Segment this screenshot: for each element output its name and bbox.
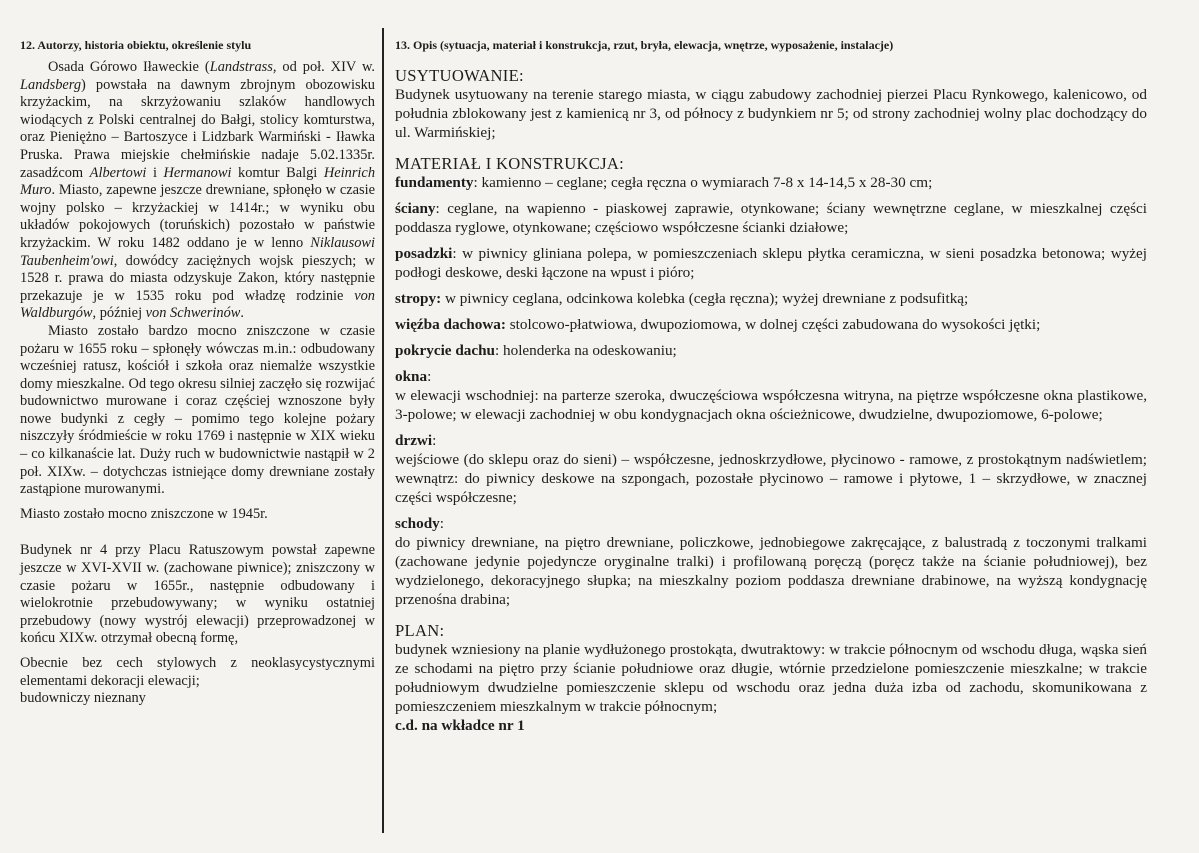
continuation-note: c.d. na wkładce nr 1: [395, 717, 525, 734]
right-section-header: 13. Opis (sytuacja, materiał i konstrukcja, rzut, bryła, elewacja, wnętrze, wyposażenie, instalacje): [395, 38, 894, 52]
material-heading: MATERIAŁ I KONSTRUKCJA:: [395, 154, 625, 173]
okna-label: okna:: [395, 368, 432, 385]
left-section-header: 12. Autorzy, historia obiektu, określenie stylu: [20, 38, 252, 52]
history-paragraph-4: Budynek nr 4 przy Placu Ratuszowym powstał zapewne jeszcze w XVI-XVII w. (zachowane piwnice); zniszczony w czasie pożaru w 1655r., następnie odbudowany i wielokrotnie przebudowywany; w wyniku ostatniej przebudowy (nowy wystrój elewacji) przeprowadzonej w końcu XIXw. otrzymał obecną formę,: [20, 542, 375, 647]
builder-paragraph: budowniczy nieznany: [20, 690, 146, 707]
usytuowanie-heading: USYTUOWANIE:: [395, 66, 524, 85]
drzwi-text: wejściowe (do sklepu oraz do sieni) – współczesne, jednoskrzydłowe, płycinowo - ramowe, z prostokątnym nadświetlem; wewnątrz: do piwnicy deskowe na szpongach, pozostałe płycinowo – ramowe i płytowe, 1 – skrzydłowe, w znacznej części współczesne;: [395, 451, 1147, 506]
stropy-entry: stropy: w piwnicy ceglana, odcinkowa kolebka (cegła ręczna); wyżej drewniane z podsufitką;: [395, 290, 969, 307]
usytuowanie-text: Budynek usytuowany na terenie starego miasta, w ciągu zabudowy zachodniej pierzei Placu Rynkowego, kalenicowo, od południa zblokowany jest z kamienicą nr 3, od północy z budynkiem nr 5; od strony zachodniej wolny plac dochodzący do ul. Warmińskiej;: [395, 86, 1147, 141]
okna-text: w elewacji wschodniej: na parterze szeroka, dwuczęściowa współczesna witryna, na piętrze współczesne okna plastikowe, 3-polowe; w elewacji zachodniej w obu kondygnacjach okna ościeżnicowe, dwudzielne, dwupoziomowe, 6-polowe;: [395, 387, 1147, 423]
schody-label: schody:: [395, 515, 444, 532]
history-column: [20, 59, 375, 708]
plan-heading: PLAN:: [395, 621, 445, 640]
fundamenty-entry: fundamenty: kamienno – ceglane; cegła ręczna o wymiarach 7-8 x 14-14,5 x 28-30 cm;: [395, 174, 933, 191]
history-paragraph-3: Miasto zostało mocno zniszczone w 1945r.: [20, 505, 268, 522]
pokrycie-entry: pokrycie dachu: holenderka na odeskowaniu;: [395, 342, 677, 359]
history-paragraph-2: Miasto zostało bardzo mocno zniszczone w czasie pożaru w 1655 roku – spłonęły wówczas m.in.: odbudowany wcześniej ratusz, kościół i szkoła oraz niemalże wszystkie domy mieszkalne. Od tego okresu silniej zaczęło się rozwijać budownictwo murowane i coraz częściej wznoszone były nowe budynki z cegły – pomimo tego kolejne pożary niszczyły śródmieście w roku 1769 i następnie w XIX wieku – co kilkanaście lat. Duży ruch w budownictwie nastąpił w 2 poł. XIXw. – dotychczas istniejące domy drewniane zostały zastąpione murowanymi.: [20, 322, 375, 498]
schody-text: do piwnicy drewniane, na piętro drewniane, policzkowe, jednobiegowe zakręcające, z balustradą z toczonymi tralkami (zachowane jedynie pojedyncze oryginalne tralki) i profilowaną poręczą (poręcz także na ścianie południowej), bez wydzielonego, dekoracyjnego słupka; na mieszkalny poziom poddasza drewniane drabinowe, na wyższą kondygnację przenośna drabina;: [395, 534, 1147, 608]
history-paragraph-1: Osada Górowo Iławeckie (Landstrass, od poł. XIV w. Landsberg) powstała na dawnym zbrojnym obozowisku krzyżackim, na skrzyżowaniu szlaków handlowych wiodących z Polski centralnej do Bałgi, stolicy komturstwa, oraz Pieniężno – Bartoszyce i Lidzbark Warmiński - Iławka Pruska. Prawa miejskie chełmińskie nadaje 5.02.1335r. zasadźcom Albertowi i Hermanowi komtur Balgi Heinrich Muro. Miasto, zapewne jeszcze drewniane, spłonęło w czasie wojny polsko – krzyżackiej w 1414r.; w wyniku obu układów pokojowych (toruńskich) pozostało w państwie krzyżackim. W roku 1482 oddano je w lenno Niklausowi Taubenheim'owi, dowódcy zaciężnych wojsk pieszych; w 1528 r. prawa do miasta odzyskuje Zakon, który następnie przekazuje je w 1535 roku pod władzę rodzinie von Waldburgów, później von Schwerinów.: [20, 59, 376, 322]
drzwi-label: drzwi:: [395, 432, 437, 449]
sciany-entry: ściany: ceglane, na wapienno - piaskowej zaprawie, otynkowane; ściany wewnętrzne ceglane, w mieszkalnej części poddasza ryglowe, otynkowane; częściowo współczesne ścianki działowe;: [395, 200, 1147, 236]
wiezba-entry: więźba dachowa: stolcowo-płatwiowa, dwupoziomowa, w dolnej części zabudowana do wysokości jętki;: [395, 316, 1041, 333]
posadzki-entry: posadzki: w piwnicy gliniana polepa, w pomieszczeniach sklepu płytka ceramiczna, w sieni posadzka betonowa; wyżej podłogi deskowe, deski łączone na wpust i pióro;: [395, 245, 1147, 281]
plan-text: budynek wzniesiony na planie wydłużonego prostokąta, dwutraktowy: w trakcie północnym od wschodu długa, wąska sień ze schodami na piętro przy ścianie południowe oraz długie, wtórnie przedzielone pomieszczenie mieszkalne; w trakcie południowym dwudzielne pomieszczenie sklepu od wschodu oraz jedna duża izba od zachodu, skomunikowana z pomieszczeniem mieszkalnym w trakcie północnym;: [395, 641, 1147, 715]
style-paragraph: Obecnie bez cech stylowych z neoklasycystycznymi elementami dekoracji elewacji;: [20, 655, 375, 689]
description-column: [395, 66, 1147, 735]
column-divider: [382, 28, 384, 833]
